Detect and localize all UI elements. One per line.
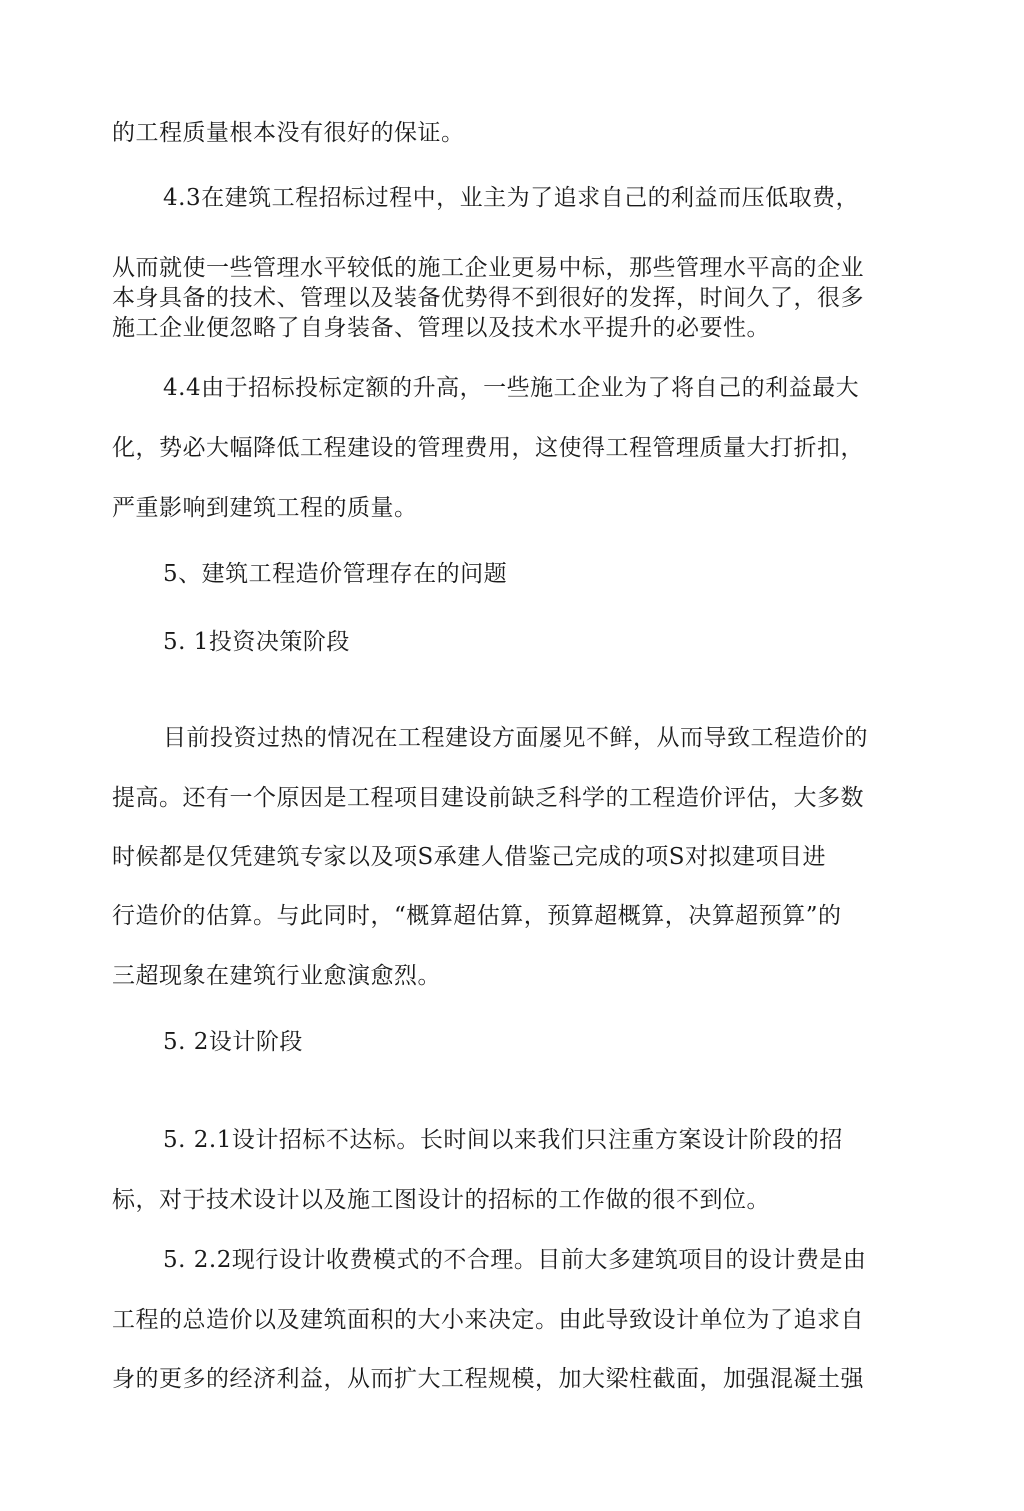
text-line: 化，势必大幅降低工程建设的管理费用，这使得工程管理质量大打折扣， (112, 435, 864, 461)
text-line: 行造价的估算。与此同时，“概算超估算，预算超概算，决算超预算”的 (112, 903, 842, 929)
text-line: 从而就使一些管理水平较低的施工企业更易中标，那些管理水平高的企业 (112, 255, 864, 281)
subsection-heading: 5. 1投资决策阶段 (163, 629, 350, 655)
text-line: 三超现象在建筑行业愈演愈烈。 (112, 963, 441, 989)
text-line: 严重影响到建筑工程的质量。 (112, 495, 418, 521)
text-line: 时候都是仅凭建筑专家以及项S承建人借鉴己完成的项S对拟建项目进 (112, 844, 827, 870)
text-line: 4.4由于招标投标定额的升高，一些施工企业为了将自己的利益最大 (163, 375, 860, 401)
text-line: 本身具备的技术、管理以及装备优势得不到很好的发挥，时间久了，很多 (112, 285, 864, 311)
text-line: 的工程质量根本没有很好的保证。 (112, 120, 465, 146)
text-line: 标，对于技术设计以及施工图设计的招标的工作做的很不到位。 (112, 1187, 770, 1213)
text-line: 4.3在建筑工程招标过程中，业主为了追求自己的利益而压低取费， (163, 185, 860, 211)
text-line: 5. 2.2现行设计收费模式的不合理。目前大多建筑项目的设计费是由 (163, 1247, 867, 1273)
text-line: 目前投资过热的情况在工程建设方面屡见不鲜，从而导致工程造价的 (163, 725, 868, 751)
section-heading: 5、建筑工程造价管理存在的问题 (163, 561, 508, 587)
text-line: 身的更多的经济利益，从而扩大工程规模，加大梁柱截面，加强混凝土强 (112, 1366, 864, 1392)
subsection-heading: 5. 2设计阶段 (163, 1029, 303, 1055)
text-line: 提高。还有一个原因是工程项目建设前缺乏科学的工程造价评估，大多数 (112, 785, 864, 811)
text-line: 工程的总造价以及建筑面积的大小来决定。由此导致设计单位为了追求自 (112, 1307, 864, 1333)
text-line: 施工企业便忽略了自身装备、管理以及技术水平提升的必要性。 (112, 315, 770, 341)
text-line: 5. 2.1设计招标不达标。长时间以来我们只注重方案设计阶段的招 (163, 1127, 843, 1153)
